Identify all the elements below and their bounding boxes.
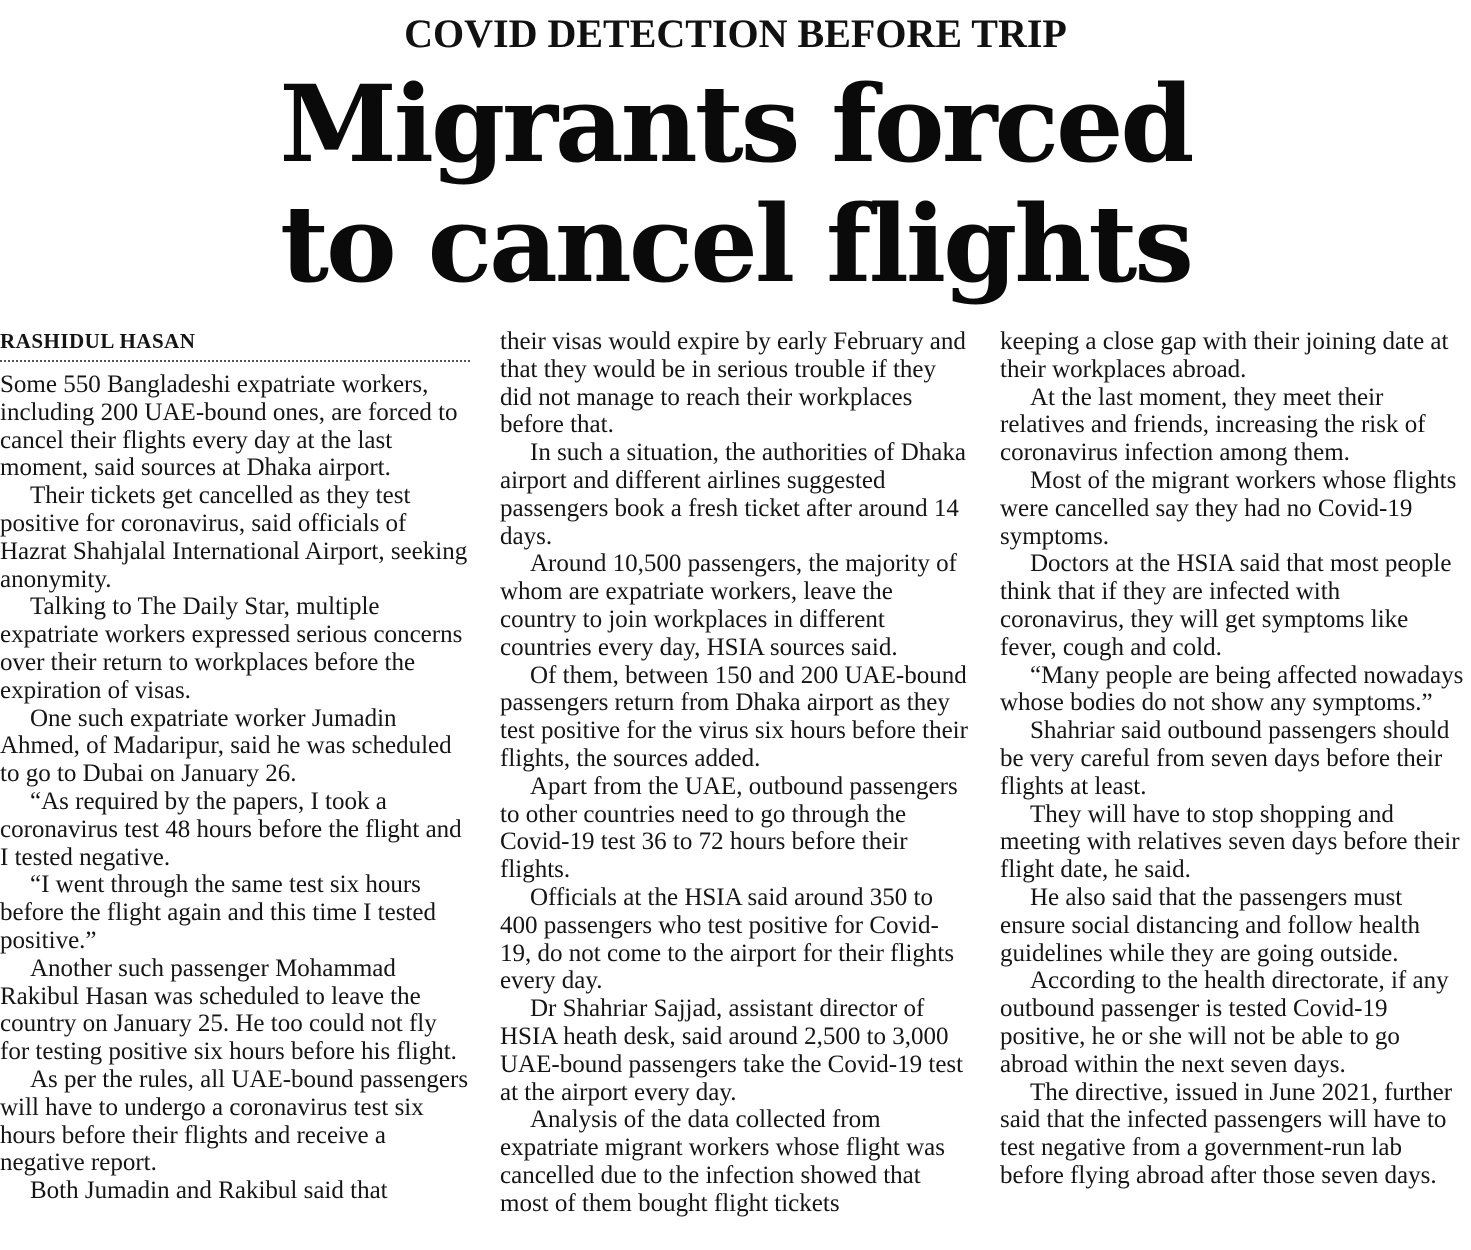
- paragraph: Some 550 Bangladeshi expatriate workers, including 200 UAE-bound ones, are forced to cancel their flights every day at the last moment, said sources at Dhaka airport.: [0, 371, 458, 482]
- paragraph: “As required by the papers, I took a coronavirus test 48 hours before the flight and I tested negative.: [0, 787, 462, 871]
- paragraph: Around 10,500 passengers, the majority of whom are expatriate workers, leave the country to join workplaces in different countries every day, HSIA sources said.: [500, 550, 958, 661]
- paragraph: Both Jumadin and Rakibul said that: [30, 1177, 388, 1205]
- article-column-3: [1000, 328, 1470, 1190]
- paragraph: Shahriar said outbound passengers should be very careful from seven days before their flights at least.: [1000, 717, 1450, 800]
- article-column-2: [500, 328, 970, 1218]
- paragraph: As per the rules, all UAE-bound passengers will have to undergo a coronavirus test six hours before their flights and receive a negative report.: [0, 1065, 469, 1177]
- kicker: COVID DETECTION BEFORE TRIP: [404, 11, 1067, 56]
- paragraph: their visas would expire by early February and that they would be in serious trouble if they did not manage to reach their workplaces before that.: [500, 328, 966, 439]
- paragraph: Most of the migrant workers whose flights were cancelled say they had no Covid-19 symptoms.: [1000, 466, 1457, 550]
- paragraph: One such expatriate worker Jumadin Ahmed, of Madaripur, said he was scheduled to go to Dubai on January 26.: [0, 704, 452, 788]
- paragraph: Doctors at the HSIA said that most people think that if they are infected with coronavirus, they will get symptoms like fever, cough and cold.: [1000, 550, 1452, 661]
- paragraph: He also said that the passengers must ensure social distancing and follow health guidelines while they are going outside.: [1000, 883, 1421, 967]
- paragraph: Analysis of the data collected from expatriate migrant workers whose flight was cancelled due to the infection showed that most of them bought flight tickets: [500, 1106, 946, 1217]
- paragraph: According to the health directorate, if any outbound passenger is tested Covid-19 positive, he or she will not be able to go abroad within the next seven days.: [1000, 967, 1449, 1078]
- paragraph: Dr Shahriar Sajjad, assistant director of HSIA heath desk, said around 2,500 to 3,000 UAE-bound passengers take the Covid-19 test at the airport every day.: [500, 995, 964, 1106]
- paragraph: In such a situation, the authorities of Dhaka airport and different airlines suggested passengers book a fresh ticket after around 14 days.: [500, 439, 966, 550]
- byline: RASHIDUL HASAN: [0, 328, 470, 362]
- headline-line-2: to cancel flights: [280, 181, 1191, 306]
- paragraph: Officials at the HSIA said around 350 to 400 passengers who test positive for Covid-19, do not come to the airport for their flights every day.: [500, 883, 955, 995]
- paragraph: Their tickets get cancelled as they test positive for coronavirus, said officials of Hazrat Shahjalal International Airport, seeking anonymity.: [0, 482, 468, 593]
- paragraph: The directive, issued in June 2021, further said that the infected passengers will have to test negative from a government-run lab before flying abroad after those seven days.: [1000, 1078, 1453, 1189]
- paragraph: Talking to The Daily Star, multiple expatriate workers expressed serious concerns over their return to workplaces before the expiration of visas.: [0, 593, 463, 704]
- paragraph: “Many people are being affected nowadays whose bodies do not show any symptoms.”: [1000, 661, 1464, 717]
- paragraph: At the last moment, they meet their relatives and friends, increasing the risk of coronavirus infection among them.: [1000, 383, 1426, 467]
- paragraph: They will have to stop shopping and meeting with relatives seven days before their flight date, he said.: [1000, 800, 1460, 884]
- article-column-1: [0, 328, 470, 1205]
- paragraph: Of them, between 150 and 200 UAE-bound passengers return from Dhaka airport as they test positive for the virus six hours before their flights, the sources added.: [500, 661, 968, 772]
- paragraph: Another such passenger Mohammad Rakibul Hasan was scheduled to leave the country on January 25. He too could not fly for testing positive six hours before his flight.: [0, 954, 457, 1066]
- paragraph: Apart from the UAE, outbound passengers to other countries need to go through the Covid-19 test 36 to 72 hours before their flights.: [500, 772, 958, 884]
- headline-line-1: Migrants forced: [279, 61, 1192, 186]
- headline: [0, 61, 1471, 306]
- paragraph: keeping a close gap with their joining date at their workplaces abroad.: [1000, 328, 1449, 383]
- paragraph: “I went through the same test six hours before the flight again and this time I tested positive.”: [0, 871, 436, 954]
